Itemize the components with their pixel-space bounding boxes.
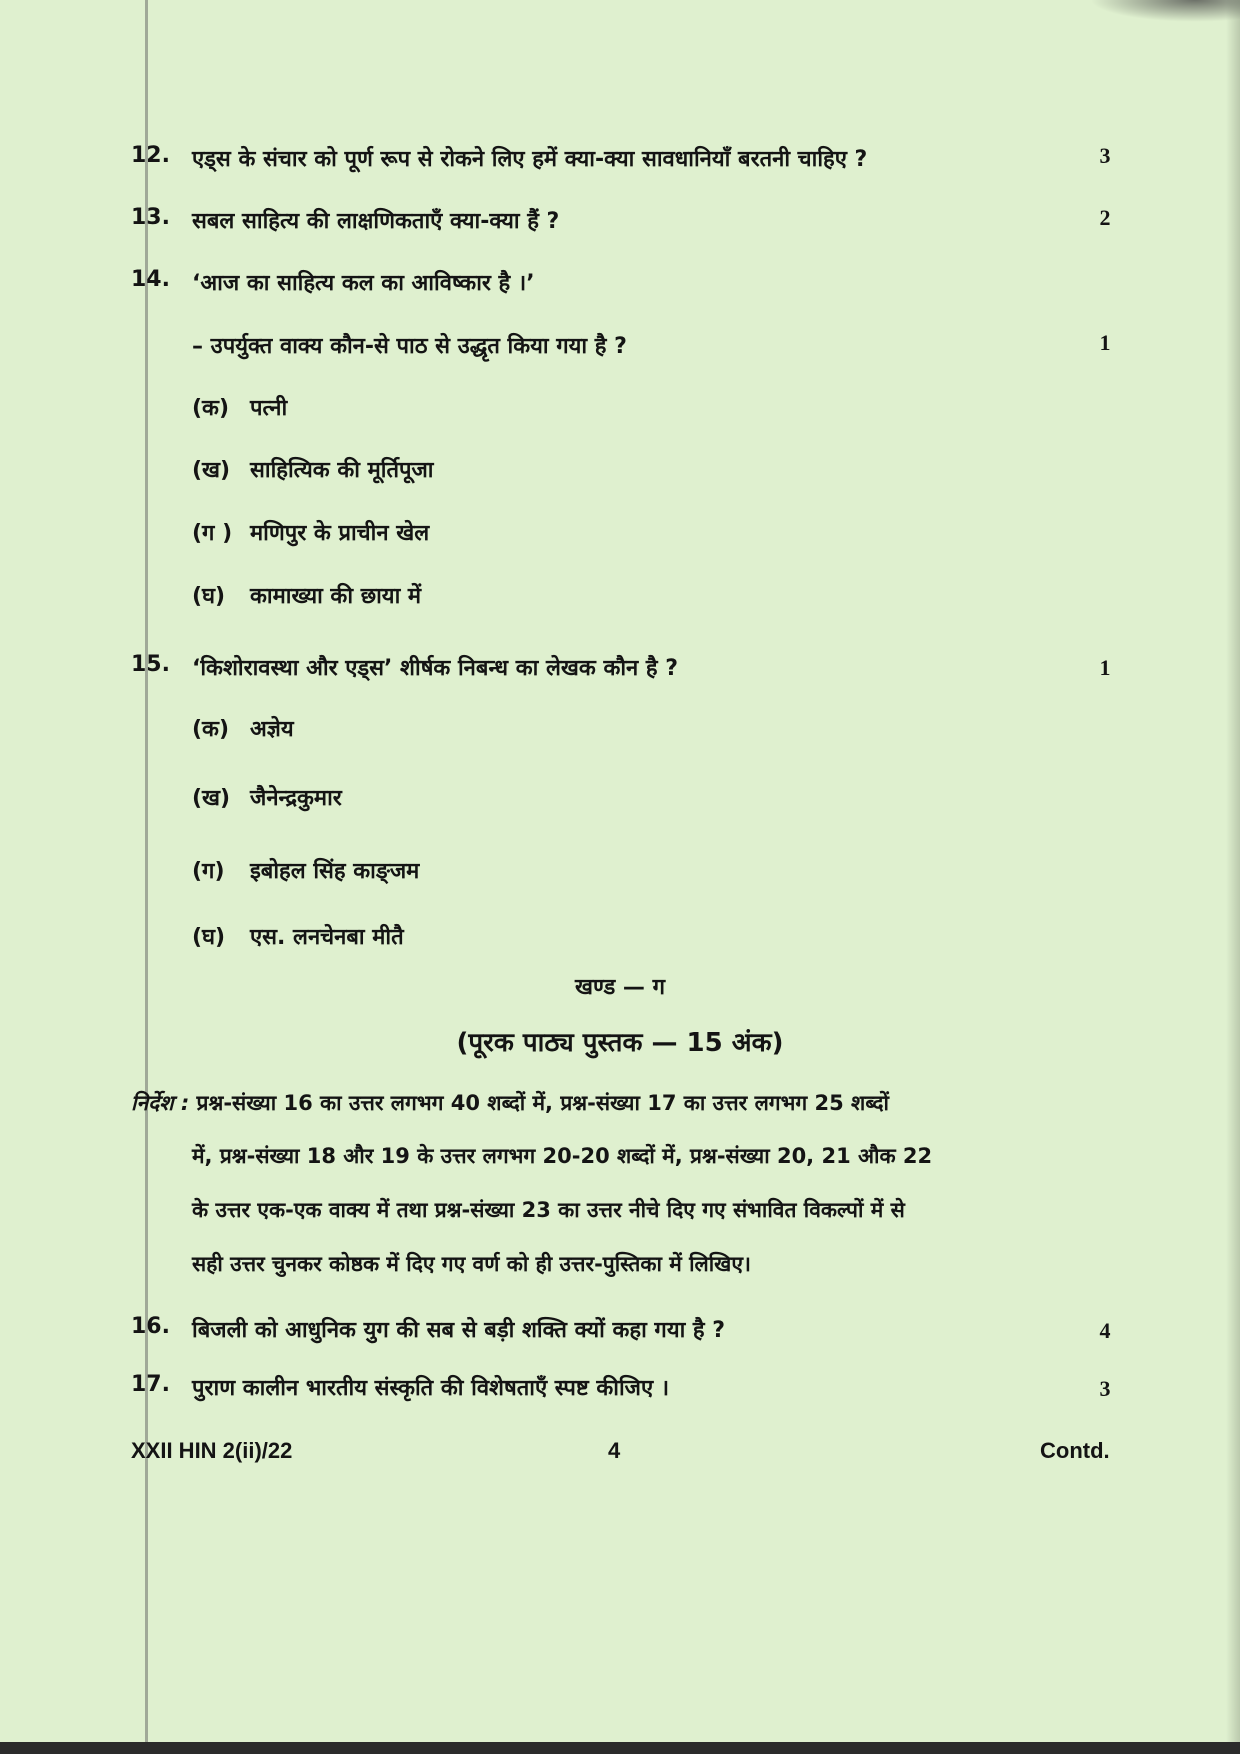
question-15-option-a [192, 713, 294, 743]
option-text: साहित्यिक की मूर्तिपूजा [250, 458, 434, 483]
question-14-option-a [192, 392, 287, 422]
instructions-line-2: में, प्रश्न-संख्या 18 और 19 के उत्तर लगभग 20-20 शब्दों में, प्रश्न-संख्या 20, 21 औक 22 [192, 1144, 933, 1168]
option-label: (ख) [192, 458, 231, 483]
footer-contd: Contd. [1040, 1438, 1110, 1463]
question-15-marks: 1 [1099, 655, 1111, 680]
question-14-number: 14. [131, 267, 170, 292]
question-14-text: – उपर्युक्त वाक्य कौन-से पाठ से उद्धृत किया गया है ? [192, 334, 627, 359]
question-15-number: 15. [131, 652, 170, 677]
question-12-text: एड्स के संचार को पूर्ण रूप से रोकने लिए हमें क्या-क्या सावधानियाँ बरतनी चाहिए ? [192, 147, 868, 172]
question-12-marks: 3 [1099, 143, 1111, 168]
instructions-line-4: सही उत्तर चुनकर कोष्ठक में दिए गए वर्ण को ही उत्तर-पुस्तिका में लिखिए। [192, 1252, 751, 1276]
question-17-number: 17. [131, 1372, 170, 1397]
option-label: (ग ) [192, 521, 233, 546]
question-17-marks: 3 [1099, 1376, 1111, 1401]
option-label: (क) [192, 717, 230, 742]
option-label: (ग) [192, 859, 225, 884]
option-text: जैनेन्द्रकुमार [250, 786, 342, 811]
page-bottom-edge [0, 1742, 1240, 1754]
margin-line [145, 0, 148, 1754]
question-15-option-d [192, 921, 404, 951]
option-label: (क) [192, 396, 230, 421]
question-12-number: 12. [131, 143, 170, 168]
question-15-option-c [192, 855, 419, 885]
question-13-text: सबल साहित्य की लाक्षणिकताएँ क्या-क्या हैं ? [192, 209, 560, 234]
instructions-text-1: प्रश्न-संख्या 16 का उत्तर लगभग 40 शब्दों में, प्रश्न-संख्या 17 का उत्तर लगभग 25 शब्दों [196, 1091, 889, 1115]
question-14-marks: 1 [1099, 330, 1111, 355]
instructions-line-3: के उत्तर एक-एक वाक्य में तथा प्रश्न-संख्या 23 का उत्तर नीचे दिए गए संभावित विकल्पों में से [192, 1198, 905, 1222]
question-16-marks: 4 [1099, 1318, 1111, 1343]
option-text: कामाख्या की छाया में [250, 584, 422, 609]
question-16-text: बिजली को आधुनिक युग की सब से बड़ी शक्ति क्यों कहा गया है ? [192, 1318, 726, 1343]
question-16-number: 16. [131, 1314, 170, 1339]
option-text: अज्ञेय [250, 717, 294, 742]
footer-paper-code: XXII HIN 2(ii)/22 [131, 1438, 293, 1463]
option-label: (घ) [192, 584, 226, 609]
question-17-text: पुराण कालीन भारतीय संस्कृति की विशेषताएँ स्पष्ट कीजिए । [192, 1376, 670, 1401]
question-14-option-b [192, 454, 434, 484]
instructions-label: निर्देश : [131, 1091, 190, 1115]
question-14-option-c [192, 517, 429, 547]
option-text: पत्नी [250, 396, 288, 421]
option-label: (ख) [192, 786, 231, 811]
option-text: मणिपुर के प्राचीन खेल [250, 521, 430, 546]
option-text: एस. लनचेनबा मीतै [250, 925, 404, 950]
option-label: (घ) [192, 925, 226, 950]
question-13-marks: 2 [1099, 205, 1111, 230]
question-15-option-b [192, 782, 342, 812]
question-13-number: 13. [131, 205, 170, 230]
question-14-option-d [192, 580, 421, 610]
footer-page-number: 4 [608, 1438, 621, 1463]
section-subtitle: (पूरक पाठ्य पुस्तक — 15 अंक) [456, 1028, 784, 1058]
instructions-line-1 [131, 1089, 889, 1117]
option-text: इबोहल सिंह काङ्‌जम [250, 859, 420, 884]
page-edge-shadow [1226, 0, 1240, 1754]
corner-shadow [1090, 0, 1240, 22]
section-title: खण्ड — ग [575, 975, 665, 1000]
question-14-quote: ‘आज का साहित्य कल का आविष्कार है ।’ [192, 271, 535, 296]
question-15-text: ‘किशोरावस्था और एड्स’ शीर्षक निबन्ध का लेखक कौन है ? [192, 656, 679, 681]
